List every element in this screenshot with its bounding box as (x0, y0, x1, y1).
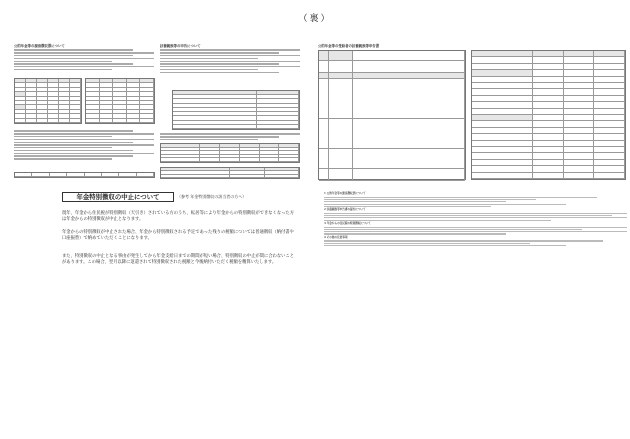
left-table-b (85, 78, 155, 124)
right-form-left (318, 50, 466, 180)
notice-subheading: （参考 年金特別徴収の該当者の方へ） (177, 194, 247, 199)
right-form-table (471, 50, 626, 180)
left-table-c (14, 172, 155, 178)
right-top-panel (318, 44, 468, 49)
note-4-heading: 4 その他の注意事項 (324, 235, 348, 239)
middle-table-c (160, 167, 300, 179)
left-table-a (14, 78, 82, 124)
note-2-heading: 2 扶養親族等申告書の提出について (324, 208, 366, 212)
middle-mid-text (160, 132, 300, 142)
middle-top-panel (160, 44, 300, 74)
notice-heading: 年金特別徴収の中止について (62, 192, 174, 202)
notes-panel (324, 192, 627, 247)
note-3-heading: 3 年金からの住民税の特別徴収について (324, 221, 371, 225)
middle-top-heading: 扶養親族等の申告について (160, 44, 201, 48)
left-mid-text (14, 129, 154, 161)
note-1-heading: 1 公的年金等の源泉徴収票について (324, 192, 366, 195)
middle-table-b (160, 143, 300, 163)
notice-paragraph-2: 年金からの特別徴収が中止された場合、年金から特別徴収される予定であった残りの税額については普通徴収（納付書や口座振替）で納めていただくことになります。 (62, 230, 294, 241)
notice-paragraph-3: また、特別徴収の中止となる事由が発生してから年金支給日までの期間が短い場合、特別徴収の中止が間に合わないことがあります。この場合、翌月以降に返還されて特別徴収された税額と今後納付いただく税額を精算いたします。 (62, 254, 295, 265)
left-top-panel (14, 44, 154, 72)
page-title: （裏） (298, 14, 332, 24)
middle-table-a (172, 90, 300, 130)
notice-paragraph-1: 現年、年金から住民税が特別徴収（天引き）されている方のうち、転居等により年金からの特別徴収ができなくなった方は年金からの特別徴収が中止となります。 (62, 211, 295, 222)
left-top-heading: 公的年金等の源泉徴収票について (14, 44, 65, 48)
right-top-heading: 公的年金等の受給者の扶養親族等申告書 (318, 44, 380, 48)
